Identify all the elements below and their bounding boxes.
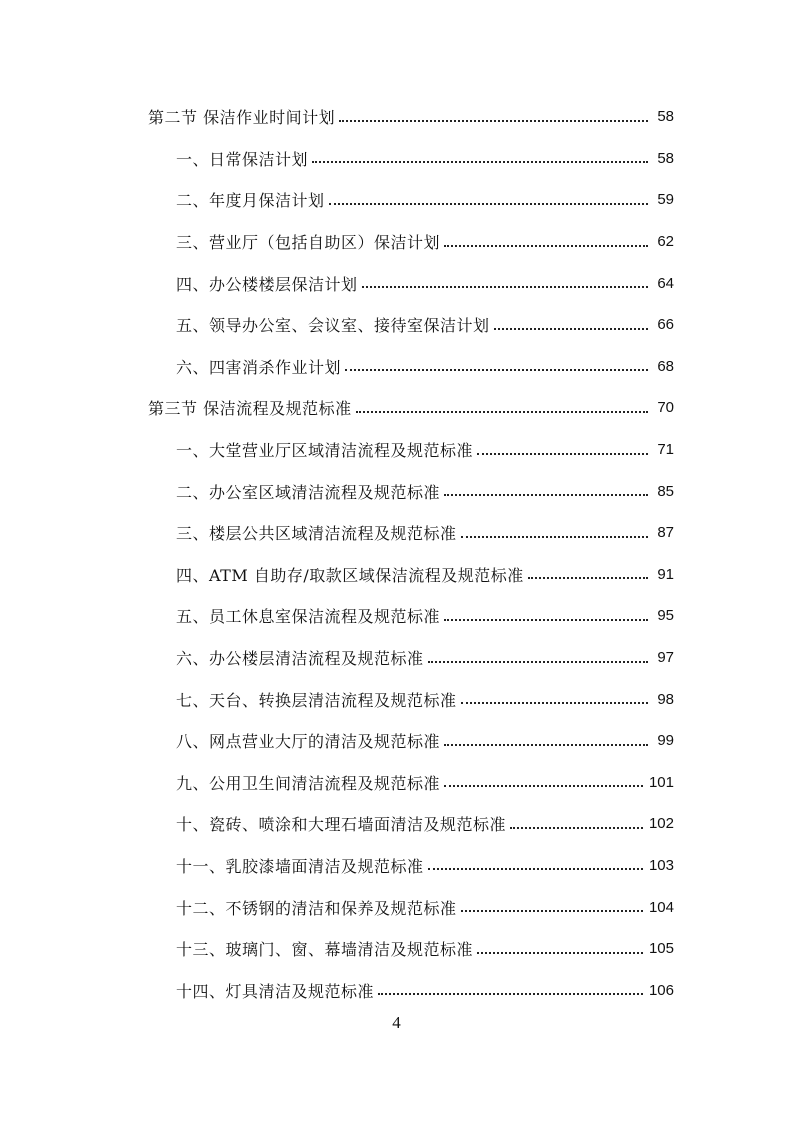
dot-leader: [528, 577, 648, 579]
toc-entry[interactable]: [0, 886, 793, 928]
toc-entry[interactable]: [0, 845, 793, 887]
dot-leader: [444, 619, 648, 621]
toc-entry-page: 87: [657, 524, 674, 542]
toc-entry[interactable]: [0, 221, 793, 263]
toc-entry[interactable]: [0, 803, 793, 845]
toc-entry[interactable]: [0, 262, 793, 304]
dot-leader: [356, 411, 648, 413]
toc-entry-title: 十四、灯具清洁及规范标准: [176, 979, 378, 1002]
toc-entry-title: 三、营业厅（包括自助区）保洁计划: [176, 230, 444, 253]
toc-entry-page: 98: [657, 690, 674, 708]
toc-entry-title: 五、员工休息室保洁流程及规范标准: [176, 604, 444, 627]
toc-entry[interactable]: [0, 429, 793, 471]
toc-entry[interactable]: [0, 928, 793, 970]
toc-entry-page: 103: [648, 856, 674, 874]
toc-entry[interactable]: [0, 637, 793, 679]
toc-entry[interactable]: [0, 179, 793, 221]
toc-entry-page: 102: [648, 815, 674, 833]
toc-entry-title: 三、楼层公共区域清洁流程及规范标准: [176, 521, 461, 544]
dot-leader: [428, 661, 648, 663]
toc-entry-page: 97: [657, 649, 674, 667]
dot-leader: [461, 536, 648, 538]
toc-entry-title: 一、大堂营业厅区域清洁流程及规范标准: [176, 438, 477, 461]
toc-entry[interactable]: [0, 96, 793, 138]
toc-entry-title: 一、日常保洁计划: [176, 147, 312, 170]
toc-entry[interactable]: [0, 969, 793, 1011]
toc-entry-title: 七、天台、转换层清洁流程及规范标准: [176, 688, 461, 711]
dot-leader: [312, 161, 648, 163]
toc-entry-page: 85: [657, 482, 674, 500]
toc-entry-page: 70: [657, 399, 674, 417]
dot-leader: [339, 120, 648, 122]
toc-entry-title: 四、办公楼楼层保洁计划: [176, 272, 362, 295]
toc-entry[interactable]: [0, 720, 793, 762]
toc-entry[interactable]: [0, 595, 793, 637]
toc-entry-title: 九、公用卫生间清洁流程及规范标准: [176, 771, 444, 794]
dot-leader: [477, 453, 648, 455]
page-number: 4: [392, 1013, 401, 1032]
toc-entry-page: 68: [657, 357, 674, 375]
toc-entry-page: 62: [657, 233, 674, 251]
toc-entry-title: 四、ATM 自助存/取款区域保洁流程及规范标准: [176, 563, 528, 586]
toc-entry-page: 106: [648, 981, 674, 999]
toc-entry-page: 66: [657, 316, 674, 334]
toc-entry-page: 101: [648, 773, 674, 791]
toc-entry-title: 五、领导办公室、会议室、接待室保洁计划: [176, 313, 494, 336]
toc-entry-page: 99: [657, 732, 674, 750]
toc-entry-page: 58: [657, 149, 674, 167]
dot-leader: [461, 910, 643, 912]
toc-entry-title: 十、瓷砖、喷涂和大理石墙面清洁及规范标准: [176, 812, 510, 835]
toc-entry-page: 104: [648, 898, 674, 916]
toc-entry-title: 八、网点营业大厅的清洁及规范标准: [176, 729, 444, 752]
toc-entry-page: 91: [657, 565, 674, 583]
toc-entry[interactable]: [0, 512, 793, 554]
toc-entry-page: 59: [657, 191, 674, 209]
toc-entry-page: 64: [657, 274, 674, 292]
toc-entry[interactable]: [0, 138, 793, 180]
toc-entry-title: 第三节 保洁流程及规范标准: [148, 396, 356, 419]
dot-leader: [461, 702, 648, 704]
toc-entry-page: 105: [648, 940, 674, 958]
dot-leader: [444, 494, 648, 496]
dot-leader: [378, 993, 643, 995]
toc-entry[interactable]: [0, 470, 793, 512]
dot-leader: [362, 286, 648, 288]
toc-entry-title: 十二、不锈钢的清洁和保养及规范标准: [176, 896, 461, 919]
table-of-contents: [0, 96, 793, 1011]
toc-entry-page: 95: [657, 607, 674, 625]
dot-leader: [345, 369, 648, 371]
toc-entry[interactable]: [0, 762, 793, 804]
dot-leader: [510, 827, 643, 829]
toc-entry-title: 第二节 保洁作业时间计划: [148, 105, 339, 128]
toc-entry-title: 六、四害消杀作业计划: [176, 355, 345, 378]
toc-entry-title: 二、办公室区域清洁流程及规范标准: [176, 480, 444, 503]
toc-entry[interactable]: [0, 678, 793, 720]
toc-entry[interactable]: [0, 346, 793, 388]
toc-entry-title: 十三、玻璃门、窗、幕墙清洁及规范标准: [176, 937, 477, 960]
toc-entry-title: 六、办公楼层清洁流程及规范标准: [176, 646, 428, 669]
dot-leader: [494, 328, 648, 330]
toc-entry[interactable]: [0, 387, 793, 429]
toc-entry-title: 二、年度月保洁计划: [176, 188, 329, 211]
dot-leader: [444, 785, 643, 787]
toc-entry-page: 58: [657, 108, 674, 126]
toc-entry-title: 十一、乳胶漆墙面清洁及规范标准: [176, 854, 428, 877]
dot-leader: [428, 868, 643, 870]
dot-leader: [444, 245, 648, 247]
dot-leader: [329, 203, 648, 205]
toc-entry-page: 71: [657, 441, 674, 459]
dot-leader: [444, 744, 648, 746]
toc-entry[interactable]: [0, 304, 793, 346]
dot-leader: [477, 952, 643, 954]
toc-entry[interactable]: [0, 554, 793, 596]
